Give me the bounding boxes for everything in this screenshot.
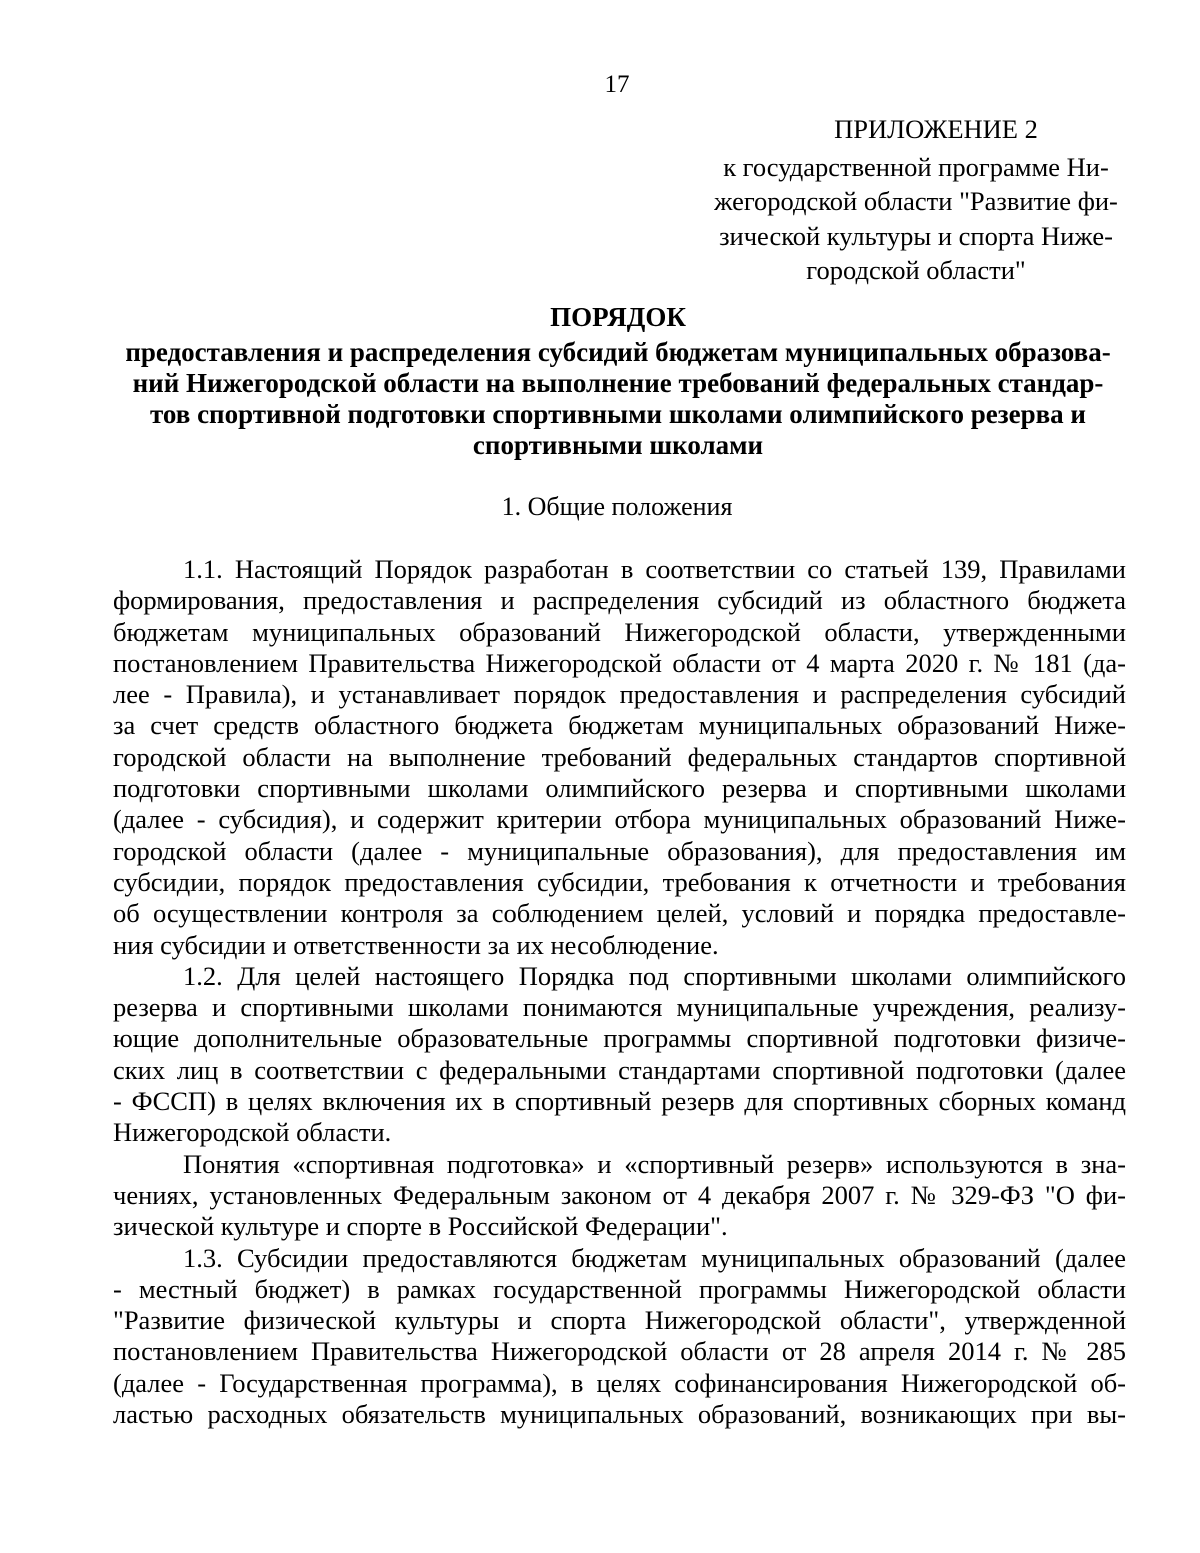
document-body xyxy=(113,554,1126,1430)
paragraph-line: резерва и спортивными школами понимаются муниципальные учреждения, реализу- xyxy=(113,992,1126,1023)
appendix-line: городской области" xyxy=(806,255,1026,285)
appendix-line: к государственной программе Ни- xyxy=(723,151,1109,182)
paragraph xyxy=(113,554,1126,961)
paragraph-line: Нижегородской области. xyxy=(113,1117,392,1148)
document-subtitle-line: предоставления и распределения субсидий бюджетам муниципальных образова- xyxy=(125,337,1111,367)
paragraph-line: городской области (далее - муниципальные образования), для предоставления им xyxy=(113,835,1126,866)
paragraph-line: ских лиц в соответствии с федеральными стандартами спортивной подготовки (далее xyxy=(113,1054,1126,1085)
page-number: 17 xyxy=(604,71,630,98)
paragraph-line: - местный бюджет) в рамках государственной программы Нижегородской области xyxy=(113,1273,1126,1304)
paragraph-line: ластью расходных обязательств муниципальных образований, возникающих при вы- xyxy=(113,1399,1126,1430)
paragraph-line: постановлением Правительства Нижегородской области от 4 марта 2020 г. № 181 (да- xyxy=(113,647,1126,678)
section-heading: 1. Общие положения xyxy=(501,492,733,521)
document-title-block xyxy=(112,302,1124,461)
paragraph-line: (далее - субсидия), и содержит критерии отбора муниципальных образований Ниже- xyxy=(113,804,1126,835)
paragraph-line: ния субсидии и ответственности за их несоблюдение. xyxy=(113,929,719,960)
paragraph xyxy=(113,1243,1126,1431)
paragraph-line: 1.2. Для целей настоящего Порядка под спортивными школами олимпийского xyxy=(183,960,1126,991)
paragraph-line: - ФССП) в целях включения их в спортивный резерв для спортивных сборных команд xyxy=(113,1086,1126,1117)
paragraph-line: чениях, установленных Федеральным законом от 4 декабря 2007 г. № 329-ФЗ "О фи- xyxy=(113,1179,1126,1210)
paragraph-line: "Развитие физической культуры и спорта Нижегородской области", утвержденной xyxy=(113,1305,1126,1336)
document-title: ПОРЯДОК xyxy=(550,302,686,332)
paragraph-line: бюджетам муниципальных образований Нижегородской области, утвержденными xyxy=(113,616,1126,647)
appendix-line: зической культуры и спорта Ниже- xyxy=(719,220,1113,251)
appendix-block xyxy=(696,112,1136,288)
paragraph-line: зической культуре и спорте в Российской Федерации". xyxy=(113,1211,728,1242)
appendix-title: ПРИЛОЖЕНИЕ 2 xyxy=(834,114,1038,144)
paragraph xyxy=(113,1149,1126,1243)
document-subtitle-line: спортивными школами xyxy=(472,430,764,460)
paragraph xyxy=(113,961,1126,1149)
paragraph-line: 1.3. Субсидии предоставляются бюджетам муниципальных образований (далее xyxy=(183,1242,1126,1273)
paragraph-line: формирования, предоставления и распределения субсидий из областного бюджета xyxy=(113,585,1126,616)
document-subtitle-line: тов спортивной подготовки спортивными школами олимпийского резерва и xyxy=(150,399,1086,429)
paragraph-line: Понятия «спортивная подготовка» и «спортивный резерв» используются в зна- xyxy=(183,1148,1126,1179)
paragraph-line: городской области на выполнение требований федеральных стандартов спортивной xyxy=(113,741,1126,772)
paragraph-line: об осуществлении контроля за соблюдением целей, условий и порядка предоставле- xyxy=(113,898,1126,929)
appendix-line: жегородской области "Развитие фи- xyxy=(714,186,1118,216)
document-subtitle-line: ний Нижегородской области на выполнение требований федеральных стандар- xyxy=(132,368,1104,398)
paragraph-line: подготовки спортивными школами олимпийского резерва и спортивными школами xyxy=(113,773,1126,804)
paragraph-line: за счет средств областного бюджета бюджетам муниципальных образований Ниже- xyxy=(113,710,1126,741)
paragraph-line: постановлением Правительства Нижегородской области от 28 апреля 2014 г. № 285 xyxy=(113,1336,1126,1367)
paragraph-line: лее - Правила), и устанавливает порядок предоставления и распределения субсидий xyxy=(113,679,1126,710)
paragraph-line: 1.1. Настоящий Порядок разработан в соответствии со статьей 139, Правилами xyxy=(183,554,1126,584)
paragraph-line: субсидии, порядок предоставления субсидии, требования к отчетности и требования xyxy=(113,866,1126,897)
paragraph-line: (далее - Государственная программа), в целях софинансирования Нижегородской об- xyxy=(113,1367,1126,1398)
paragraph-line: ющие дополнительные образовательные программы спортивной подготовки физиче- xyxy=(113,1023,1126,1054)
